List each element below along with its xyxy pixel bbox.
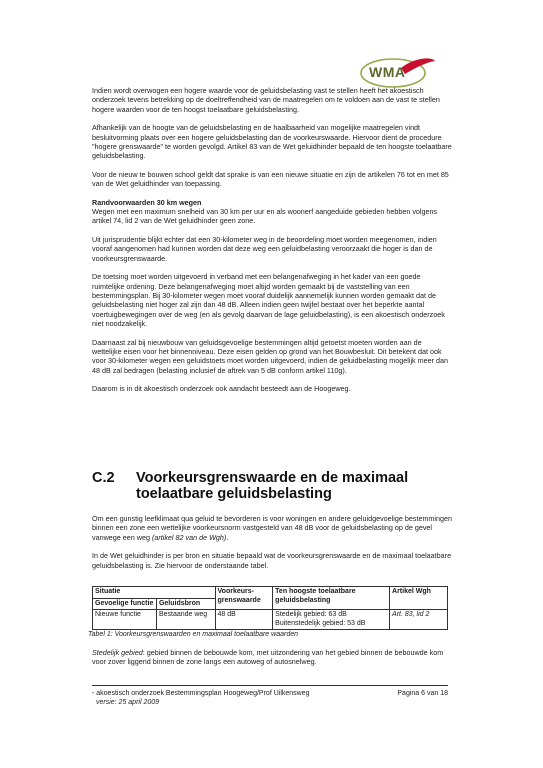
table-header-hoogste: Ten hoogste toelaatbare geluidsbelasting	[273, 587, 390, 610]
paragraph: Daarom is in dit akoestisch onderzoek ook aandacht besteedt aan de Hoogeweg.	[92, 384, 351, 394]
paragraph: Afhankelijk van de hoogte van de geluidsbelasting en de haalbaarheid van mogelijke maatregelen vindt besluitvorming plaats over een hogere geluidsbelasting dan de voorkeurswaarde. Hiervoor dient de procedure "hogere grenswaarde" te worden gevolgd. Artikel 83 van de Wet geluidhinder bepaald de ten hoogste toelaatbare geluidsbelasting.	[92, 123, 452, 161]
table-header-artikel: Artikel Wgh	[390, 587, 448, 610]
paragraph: Wegen met een maximum snelheid van 30 km per uur en als woonerf aangeduide gebieden hebben volgens artikel 74, lid 2 van de Wet geluidhinder geen zone.	[92, 207, 438, 226]
paragraph: Om een gunstig leefklimaat qua geluid te bevorderen is voor woningen en andere geluidgevoelige bestemmingen binnen een zone een wettelijke voorkeursnorm vastgesteld van 48 dB voor de geluidsbelasting op de gevel vanwege een weg (artikel 82 van de Wgh).	[92, 514, 453, 542]
paragraph: De toetsing moet worden uitgevoerd in verband met een belangenafweging in het kader van een goede ruimtelijke ordening. Deze belangenafweging moet altijd worden gemaakt bij de vaststelling van een bestemmingsplan. Bij 30-kilometer wegen moet vooraf duidelijk aannemelijk kunnen worden gemaakt dat de geluidsbelasting niet hoger zal zijn dan 48 dB. Alleen indien geen twijfel bestaat over het beperkte aantal voertuigbewegingen over de weg (en als gevolg daarvan de lage geluidbelasting), is een akoestisch onderzoek niet noodzakelijk.	[92, 272, 445, 329]
footer-document-info	[92, 690, 352, 707]
paragraph: Uit jurisprudentie blijkt echter dat een 30-kilometer weg in de beoordeling moet worden meegenomen, indien vooraf aangenomen had kunnen worden dat deze weg een geluidbelasting veroorzaakt die hoger is dan de voorkeursgrenswaarde.	[92, 234, 437, 263]
table-cell: 48 dB	[215, 610, 273, 630]
page-number: Pagina 6 van 18	[397, 690, 448, 697]
table-cell: Art. 83, lid 2	[390, 610, 448, 630]
section-title: Voorkeursgrenswaarde en de maximaal toelaatbare geluidsbelasting	[136, 470, 409, 502]
section-number: C.2	[92, 470, 115, 486]
paragraph: Daarnaast zal bij nieuwbouw van geluidsgevoelige bestemmingen altijd getoetst moeten worden aan de wettelijke eisen voor het binnenniveau. Deze eisen gelden op grond van het Bouwbesluit. Dit betekent dat ook voor 30-kilometer wegen een geluidstoets moet worden uitgevoerd, indien de geluidbelasting mogelijk meer dan 48 dB zal bedragen (belasting inclusief de aftrek van 5 dB conform artikel 110g).	[92, 337, 448, 375]
footer-divider	[92, 685, 448, 686]
paragraph: In de Wet geluidhinder is per bron en situatie bepaald wat de voorkeursgrenswaarde en de maximaal toelaatbare geluidsbelasting is. Zie hiervoor de onderstaande tabel.	[92, 551, 452, 570]
definition-text: : gebied binnen de bebouwde kom, met uitzondering van het gebied binnen de bebouwde kom voor zover liggend binnen de zone langs een autoweg of autosnelweg.	[92, 648, 444, 667]
limits-table	[92, 586, 448, 630]
footer-version: versie: 25 april 2009	[96, 698, 160, 706]
definition-term: Stedelijk gebied	[92, 648, 143, 657]
subheading: Randvoorwaarden 30 km wegen	[92, 197, 202, 207]
table-header-voorkeur: Voorkeurs-grenswaarde	[215, 587, 273, 610]
table-cell: Nieuwe functie	[93, 610, 157, 630]
table-caption: Tabel 1: Voorkeursgrenswaarden en maximaal toelaatbare waarden	[88, 631, 298, 638]
section-body	[92, 514, 452, 570]
body-text	[92, 86, 452, 394]
paragraph: Indien wordt overwogen een hogere waarde voor de geluidsbelasting vast te stellen heeft het akoestisch onderzoek tevens betrekking op de doeltreffendheid van de maatregelen om te voldoen aan de vast te stellen hogere waarden voor de ten hoogst toelaatbare geluidsbelasting.	[92, 86, 440, 114]
definition	[92, 648, 452, 667]
footer-title: - akoestisch onderzoek Bestemmingsplan Hoogeweg/Prof Uilkensweg	[92, 690, 310, 697]
table-cell: Stedelijk gebied: 63 dB Buitenstedelijk gebied: 53 dB	[273, 610, 390, 630]
article-reference: (artikel 82 van de Wgh)	[151, 532, 227, 542]
table-cell: Bestaande weg	[156, 610, 215, 630]
table-row	[93, 610, 448, 630]
logo-text: WMA	[369, 64, 406, 80]
table-header-bron: Geluidsbron	[156, 598, 215, 610]
table-header-situatie: Situatie	[93, 587, 216, 599]
paragraph: Voor de nieuw te bouwen school geldt dat sprake is van een nieuwe situatie en zijn de artikelen 76 tot en met 85 van de Wet geluidhinder van toepassing.	[92, 169, 449, 189]
table-header-functie: Gevoelige functie	[93, 598, 157, 610]
